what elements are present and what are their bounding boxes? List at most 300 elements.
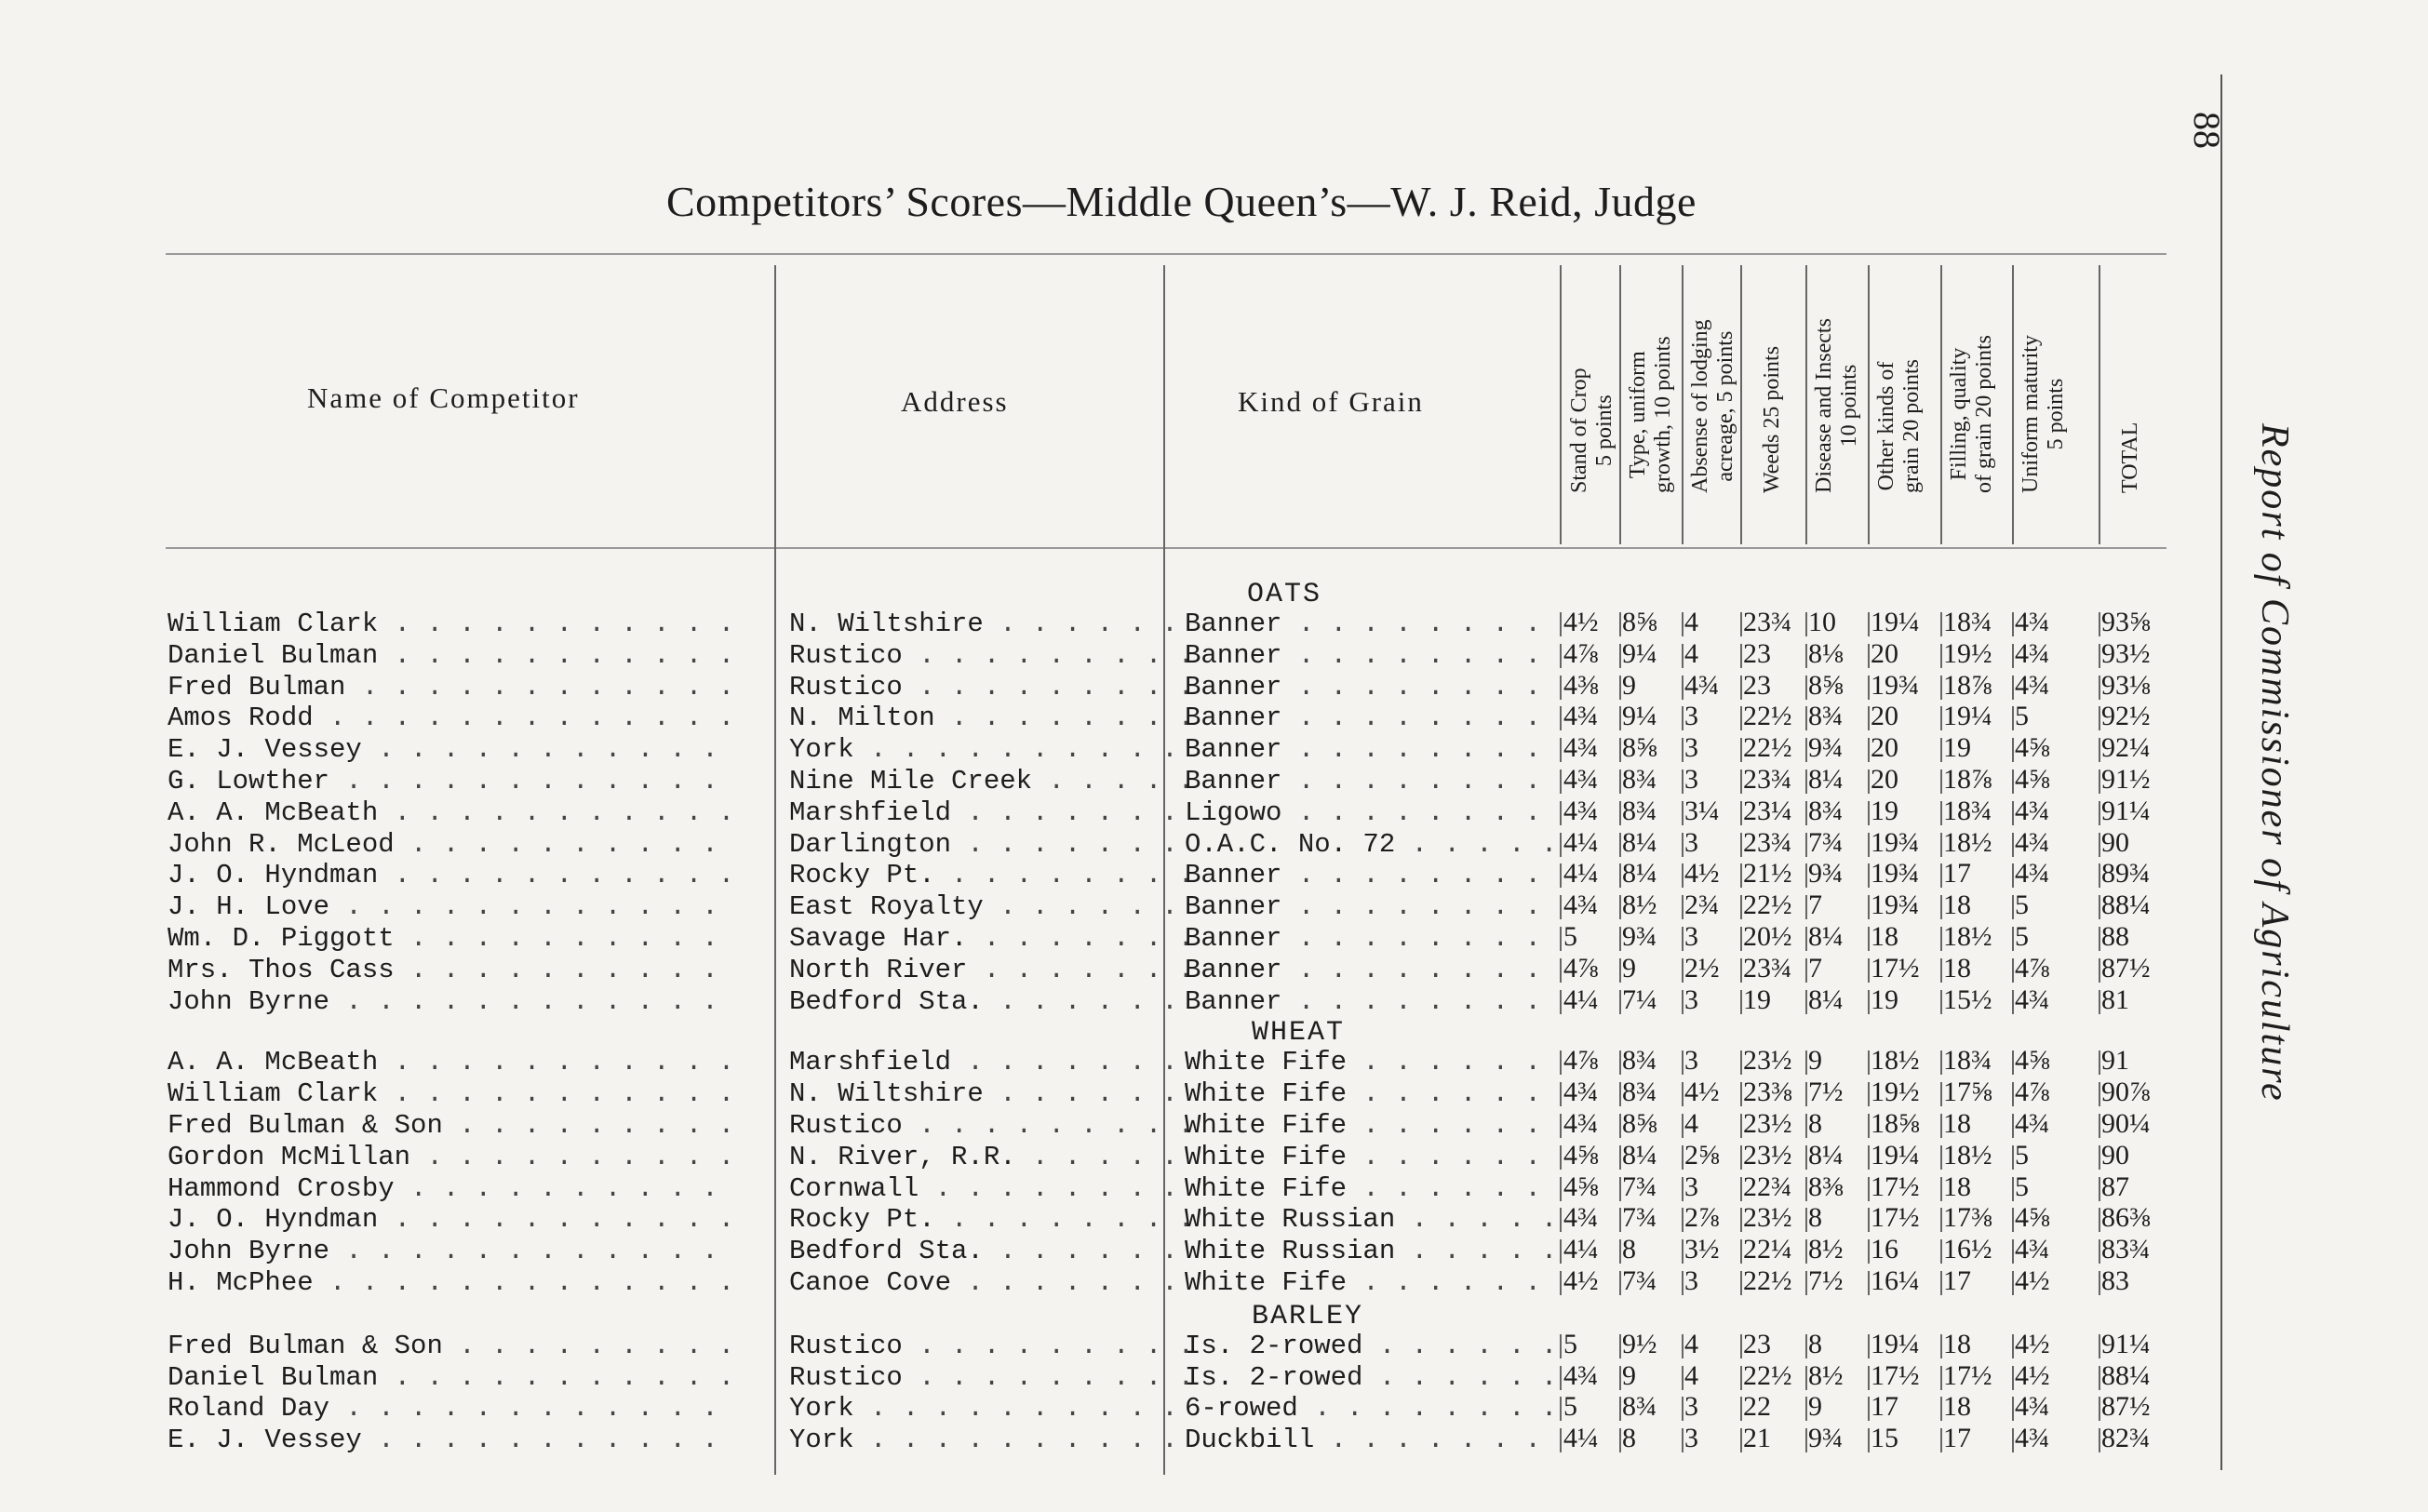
- cell-divider: [1682, 1428, 1684, 1452]
- grain-kind-cell: [1185, 1331, 1557, 1361]
- score-cell: 4¾: [2015, 1234, 2050, 1265]
- score-cell: 23¾: [1743, 764, 1792, 795]
- score-cell: 18⅞: [1943, 669, 1992, 701]
- dot-leader: . . . . . . . . . .: [394, 923, 735, 954]
- cell-divider: [1682, 644, 1684, 668]
- cell-divider: [1805, 1082, 1807, 1106]
- score-cell: 5: [2015, 1171, 2029, 1202]
- score-cell: 8: [1808, 1202, 1822, 1234]
- dot-leader: . . . . . .: [983, 985, 1195, 1017]
- competitor-name: Daniel Bulman: [168, 639, 379, 671]
- table-row: [0, 669, 2233, 703]
- dot-leader: . . . . . . . . . .: [853, 734, 1195, 766]
- score-cell: 4¼: [1563, 826, 1599, 858]
- competitor-name: E. J. Vessey: [168, 1425, 362, 1456]
- grain-kind-cell: [1185, 797, 1557, 828]
- competitor-address: Rustico: [789, 639, 903, 671]
- score-cell: 17½: [1871, 952, 1920, 983]
- score-cell: 3½: [1684, 1234, 1720, 1265]
- competitor-name-cell: [168, 766, 772, 796]
- score-cell: 19½: [1871, 1077, 1920, 1108]
- grain-kind-cell: [1185, 829, 1557, 860]
- score-cell: 23¼: [1743, 795, 1792, 826]
- competitor-name-cell: [168, 955, 772, 985]
- score-cell: 22½: [1743, 701, 1792, 732]
- total-score: 90: [2101, 1139, 2129, 1171]
- dot-leader: . . . . . . . .: [1281, 985, 1558, 1017]
- competitor-address: Rustico: [789, 671, 903, 702]
- competitor-address-cell: [789, 639, 1195, 671]
- competitor-name: Hammond Crosby: [168, 1172, 395, 1204]
- competitor-name: Fred Bulman & Son: [168, 1330, 443, 1361]
- grain-kind-cell: [1185, 860, 1557, 890]
- cell-divider: [1560, 706, 1562, 730]
- score-cell: 22½: [1743, 1265, 1792, 1296]
- dot-leader: . . . . . .: [1347, 1267, 1558, 1298]
- score-cell: 4⅝: [1563, 1139, 1599, 1171]
- competitor-address-cell: [789, 1425, 1195, 1456]
- score-cell: 9: [1808, 1391, 1822, 1423]
- cell-divider: [1740, 1239, 1742, 1264]
- score-column-header: [1688, 319, 1738, 493]
- grain-kind: White Fife: [1185, 1141, 1348, 1172]
- cell-divider: [2012, 612, 2014, 636]
- competitor-address: Cornwall: [789, 1172, 919, 1204]
- dot-leader: . . . . . . . . . . . . .: [313, 702, 735, 734]
- score-cell: 8¾: [1622, 1391, 1657, 1423]
- total-score: 93⅝: [2101, 607, 2151, 637]
- competitor-name-cell: [168, 1425, 772, 1455]
- score-cell: 4¾: [2015, 1391, 2050, 1423]
- dot-leader: . . . . . .: [1347, 1110, 1558, 1141]
- score-cell: 4¾: [2015, 637, 2050, 669]
- competitor-address: Rustico: [789, 1361, 903, 1393]
- score-header-divider: [1619, 265, 1621, 544]
- score-cell: 8½: [1622, 890, 1657, 921]
- cell-divider: [2099, 644, 2100, 668]
- cell-divider: [2012, 1050, 2014, 1075]
- score-cell: 4½: [2015, 1265, 2050, 1296]
- cell-divider: [1560, 676, 1562, 700]
- score-header-line: Other kinds of: [1874, 361, 1898, 491]
- cell-divider: [1619, 1177, 1621, 1201]
- score-cell: 8¼: [1622, 826, 1657, 858]
- cell-divider: [1619, 676, 1621, 700]
- dot-leader: . . . . . . .: [951, 796, 1195, 828]
- total-score: 88¼: [2101, 1359, 2151, 1391]
- competitor-name-cell: [168, 986, 772, 1017]
- score-cell: 19¾: [1871, 890, 1920, 921]
- competitor-address-cell: [789, 860, 1195, 891]
- score-cell: 7¾: [1808, 826, 1844, 858]
- cell-divider: [2012, 1177, 2014, 1201]
- competitor-address-cell: [789, 1361, 1195, 1393]
- score-cell: 4¾: [2015, 795, 2050, 826]
- table-row: [0, 1393, 2233, 1425]
- cell-divider: [2012, 644, 2014, 668]
- grain-kind: Banner: [1185, 891, 1282, 923]
- grain-kind-cell: [1185, 1393, 1557, 1424]
- cell-divider: [1560, 1428, 1562, 1452]
- score-cell: 17: [1943, 1265, 1971, 1296]
- competitor-address: North River: [789, 954, 968, 985]
- score-cell: 16: [1871, 1234, 1898, 1265]
- cell-divider: [2099, 676, 2100, 700]
- score-cell: 23½: [1743, 1139, 1792, 1171]
- score-cell: 18⅞: [1943, 764, 1992, 795]
- score-cell: 4¾: [1563, 1077, 1599, 1108]
- cell-divider: [2012, 1239, 2014, 1264]
- cell-divider: [1682, 1050, 1684, 1075]
- competitor-name-cell: [168, 1393, 772, 1424]
- competitor-address-cell: [789, 609, 1195, 639]
- header-top-rule: [166, 253, 2166, 255]
- grain-kind: Banner: [1185, 671, 1282, 702]
- section-label: OATS: [1247, 579, 1322, 610]
- dot-leader: . . . . . . . .: [1281, 954, 1558, 985]
- table-row: [0, 766, 2233, 797]
- score-header-divider: [1940, 265, 1942, 544]
- cell-divider: [1619, 1334, 1621, 1358]
- score-cell: 16¼: [1871, 1265, 1920, 1296]
- cell-divider: [1682, 738, 1684, 762]
- competitor-address-cell: [789, 702, 1195, 734]
- dot-leader: . . . . . . . .: [1281, 891, 1558, 923]
- score-header-line: 5 points: [1592, 395, 1616, 467]
- cell-divider: [2012, 1082, 2014, 1106]
- competitor-name-cell: [168, 1110, 772, 1141]
- dot-leader: . . . . . . . .: [1281, 734, 1558, 766]
- score-header-line: Disease and Insects: [1812, 318, 1836, 493]
- cell-divider: [1682, 895, 1684, 919]
- cell-divider: [1740, 1428, 1742, 1452]
- cell-divider: [1740, 801, 1742, 825]
- competitor-name: John R. McLeod: [168, 828, 395, 860]
- score-cell: 8¾: [1622, 764, 1657, 795]
- dot-leader: . . . . . . . .: [1281, 671, 1558, 702]
- score-cell: 5: [1563, 1328, 1577, 1359]
- cell-divider: [2099, 1050, 2100, 1075]
- dot-leader: . . . . . . . . . . . .: [329, 985, 735, 1017]
- score-cell: 7½: [1808, 1265, 1844, 1296]
- score-cell: 20½: [1743, 921, 1792, 952]
- cell-divider: [1940, 801, 1942, 825]
- cell-divider: [1560, 1177, 1562, 1201]
- dot-leader: . . . . . . . . . .: [394, 954, 735, 985]
- cell-divider: [1619, 1428, 1621, 1452]
- competitor-name: J. H. Love: [168, 891, 330, 923]
- total-score: 81: [2101, 983, 2129, 1015]
- competitor-address-cell: [789, 828, 1195, 860]
- dot-leader: . . . . . . . . .: [902, 1361, 1195, 1393]
- score-cell: 19: [1943, 732, 1971, 764]
- score-cell: 3: [1684, 983, 1698, 1015]
- score-cell: 5: [2015, 890, 2029, 921]
- cell-divider: [1560, 1397, 1562, 1421]
- competitor-name: Wm. D. Piggott: [168, 923, 395, 954]
- score-cell: 4⅝: [2015, 732, 2050, 764]
- competitor-address-cell: [789, 766, 1195, 796]
- score-cell: 4½: [2015, 1359, 2050, 1391]
- cell-divider: [2099, 612, 2100, 636]
- score-cell: 7¼: [1622, 983, 1657, 1015]
- cell-divider: [2012, 863, 2014, 888]
- score-cell: 23: [1743, 669, 1771, 701]
- cell-divider: [1682, 1177, 1684, 1201]
- cell-divider: [1940, 1145, 1942, 1170]
- cell-divider: [1805, 1177, 1807, 1201]
- competitor-address-cell: [789, 1141, 1195, 1172]
- cell-divider: [1682, 1239, 1684, 1264]
- score-cell: 18: [1943, 890, 1971, 921]
- score-column-header: [1947, 335, 1997, 493]
- competitor-name: G. Lowther: [168, 766, 330, 796]
- score-cell: 4½: [1563, 607, 1599, 637]
- score-header-divider: [1740, 265, 1742, 544]
- score-cell: 23½: [1743, 1045, 1792, 1077]
- competitor-address: N. River, R.R.: [789, 1141, 1016, 1172]
- cell-divider: [1940, 895, 1942, 919]
- score-cell: 4½: [2015, 1328, 2050, 1359]
- competitor-name-cell: [168, 1047, 772, 1077]
- grain-kind-cell: [1185, 702, 1557, 733]
- score-cell: 19: [1743, 983, 1771, 1015]
- cell-divider: [1682, 863, 1684, 888]
- grain-kind: White Russian: [1185, 1236, 1396, 1267]
- cell-divider: [2012, 738, 2014, 762]
- competitor-name: H. McPhee: [168, 1267, 314, 1298]
- score-cell: 17½: [1871, 1171, 1920, 1202]
- dot-leader: . . . . .: [1395, 828, 1558, 860]
- score-header-line: 10 points: [1837, 364, 1861, 448]
- score-cell: 15½: [1943, 983, 1992, 1015]
- competitor-name-cell: [168, 1267, 772, 1298]
- score-cell: 4: [1684, 1328, 1698, 1359]
- cell-divider: [1868, 1397, 1870, 1421]
- cell-divider: [2099, 863, 2100, 888]
- competitor-name-cell: [168, 609, 772, 639]
- score-header-divider: [1560, 265, 1562, 544]
- score-cell: 7: [1808, 890, 1822, 921]
- section-label: BARLEY: [1252, 1300, 1364, 1332]
- total-score: 90⅞: [2101, 1077, 2151, 1108]
- score-header-line: Stand of Crop: [1567, 368, 1591, 493]
- dot-leader: . . . . . .: [1347, 1047, 1558, 1078]
- cell-divider: [1740, 738, 1742, 762]
- competitor-name-cell: [168, 829, 772, 860]
- score-cell: 8⅜: [1808, 1171, 1844, 1202]
- competitor-address: York: [789, 1425, 854, 1456]
- score-cell: 7: [1808, 952, 1822, 983]
- score-cell: 22¾: [1743, 1171, 1792, 1202]
- score-cell: 16½: [1943, 1234, 1992, 1265]
- score-cell: 22½: [1743, 732, 1792, 764]
- running-title: Report of Commissioner of Agriculture: [2253, 423, 2296, 1103]
- competitor-address: Marshfield: [789, 1047, 952, 1078]
- dot-leader: . . . . . . . .: [1281, 639, 1558, 671]
- cell-divider: [1868, 1082, 1870, 1106]
- score-cell: 9¼: [1622, 637, 1657, 669]
- grain-kind-cell: [1185, 1425, 1557, 1455]
- cell-divider: [1682, 1114, 1684, 1138]
- competitor-address-cell: [789, 1047, 1195, 1078]
- cell-divider: [2012, 1208, 2014, 1232]
- score-cell: 18¾: [1943, 1045, 1992, 1077]
- score-cell: 4⅞: [1563, 952, 1599, 983]
- cell-divider: [1682, 1397, 1684, 1421]
- grain-kind-cell: [1185, 734, 1557, 765]
- cell-divider: [1619, 1239, 1621, 1264]
- cell-divider: [1682, 801, 1684, 825]
- cell-divider: [1940, 1397, 1942, 1421]
- competitor-name: William Clark: [168, 1078, 379, 1110]
- cell-divider: [1560, 833, 1562, 857]
- score-cell: 5: [2015, 701, 2029, 732]
- score-column-header: [1874, 359, 1925, 493]
- cell-divider: [1740, 833, 1742, 857]
- competitor-address-cell: [789, 923, 1195, 954]
- cell-divider: [2099, 706, 2100, 730]
- score-cell: 5: [2015, 1139, 2029, 1171]
- score-cell: 18: [1943, 1328, 1971, 1359]
- score-cell: 23¾: [1743, 952, 1792, 983]
- cell-divider: [1805, 1239, 1807, 1264]
- score-cell: 8¾: [1808, 795, 1844, 826]
- cell-divider: [1868, 1428, 1870, 1452]
- score-cell: 4¾: [1563, 701, 1599, 732]
- cell-divider: [2099, 833, 2100, 857]
- grain-kind-cell: [1185, 891, 1557, 922]
- score-cell: 23⅜: [1743, 1077, 1792, 1108]
- dot-leader: . . . . . . . . . . . .: [345, 671, 735, 702]
- cell-divider: [1560, 1082, 1562, 1106]
- total-score: 87: [2101, 1171, 2129, 1202]
- cell-divider: [1805, 644, 1807, 668]
- dot-leader: . . . . . . . . . .: [853, 1393, 1195, 1425]
- score-column-header: [1812, 318, 1862, 493]
- cell-divider: [1740, 1366, 1742, 1390]
- total-score: 90¼: [2101, 1108, 2151, 1139]
- dot-leader: . . . . . . . . . .: [394, 1172, 735, 1204]
- score-cell: 8⅛: [1808, 637, 1844, 669]
- dot-leader: . . . . . .: [1347, 1078, 1558, 1110]
- score-cell: 8⅝: [1808, 669, 1844, 701]
- grain-kind: Banner: [1185, 609, 1282, 639]
- score-cell: 18¾: [1943, 795, 1992, 826]
- cell-divider: [1868, 927, 1870, 951]
- cell-divider: [1740, 990, 1742, 1014]
- cell-divider: [1940, 1177, 1942, 1201]
- score-cell: 18: [1871, 921, 1898, 952]
- total-score: 86⅜: [2101, 1202, 2151, 1234]
- cell-divider: [1619, 1208, 1621, 1232]
- total-score: 91½: [2101, 764, 2151, 795]
- score-cell: 22½: [1743, 1359, 1792, 1391]
- score-cell: 4½: [1684, 1077, 1720, 1108]
- competitor-name-cell: [168, 1204, 772, 1235]
- cell-divider: [1940, 612, 1942, 636]
- cell-divider: [1805, 1397, 1807, 1421]
- cell-divider: [1619, 1050, 1621, 1075]
- score-cell: 18: [1943, 952, 1971, 983]
- grain-kind: Banner: [1185, 923, 1282, 954]
- cell-divider: [1682, 1082, 1684, 1106]
- score-cell: 8¾: [1622, 1045, 1657, 1077]
- competitor-name: Mrs. Thos Cass: [168, 954, 395, 985]
- cell-divider: [1619, 990, 1621, 1014]
- cell-divider: [2099, 1114, 2100, 1138]
- score-cell: 8¾: [1622, 1077, 1657, 1108]
- competitor-name-cell: [168, 923, 772, 954]
- dot-leader: . . . . . . . . . . .: [378, 1204, 735, 1236]
- score-cell: 8½: [1808, 1234, 1844, 1265]
- cell-divider: [1619, 738, 1621, 762]
- page-number: 88: [2186, 112, 2228, 149]
- cell-divider: [1868, 895, 1870, 919]
- score-cell: 7¾: [1622, 1202, 1657, 1234]
- competitor-name-cell: [168, 1142, 772, 1172]
- grain-kind-cell: [1185, 923, 1557, 954]
- cell-divider: [1560, 1334, 1562, 1358]
- score-cell: 22½: [1743, 890, 1792, 921]
- cell-divider: [1805, 676, 1807, 700]
- cell-divider: [2099, 1428, 2100, 1452]
- cell-divider: [1560, 1208, 1562, 1232]
- cell-divider: [2099, 738, 2100, 762]
- cell-divider: [2099, 801, 2100, 825]
- competitor-name-cell: [168, 702, 772, 733]
- competitor-address-cell: [789, 985, 1195, 1017]
- score-cell: 4¼: [1563, 1234, 1599, 1265]
- cell-divider: [1619, 1366, 1621, 1390]
- competitor-name-cell: [168, 734, 772, 765]
- cell-divider: [2099, 1271, 2100, 1295]
- score-cell: 3: [1684, 826, 1698, 858]
- cell-divider: [1682, 833, 1684, 857]
- cell-divider: [1805, 1114, 1807, 1138]
- dot-leader: . . . . . .: [983, 609, 1195, 639]
- score-cell: 9¾: [1808, 732, 1844, 764]
- competitor-address-cell: [789, 734, 1195, 766]
- score-cell: 8¾: [1808, 701, 1844, 732]
- table-row: [0, 860, 2233, 891]
- competitor-name: Fred Bulman: [168, 671, 346, 702]
- cell-divider: [1805, 801, 1807, 825]
- cell-divider: [1940, 644, 1942, 668]
- grain-kind: 6-rowed: [1185, 1393, 1298, 1425]
- dot-leader: . . . . . . . . .: [902, 671, 1195, 702]
- score-header-divider: [1805, 265, 1807, 544]
- cell-divider: [1868, 706, 1870, 730]
- score-cell: 4¾: [2015, 983, 2050, 1015]
- total-score: 91¼: [2101, 1328, 2151, 1359]
- cell-divider: [1740, 612, 1742, 636]
- cell-divider: [1740, 676, 1742, 700]
- cell-divider: [2012, 927, 2014, 951]
- score-cell: 4⅝: [1563, 1171, 1599, 1202]
- cell-divider: [1868, 801, 1870, 825]
- cell-divider: [2099, 1145, 2100, 1170]
- grain-kind-cell: [1185, 1362, 1557, 1393]
- table-row: [0, 1047, 2233, 1078]
- competitor-name-cell: [168, 1236, 772, 1266]
- cell-divider: [1619, 1082, 1621, 1106]
- cell-divider: [2012, 1145, 2014, 1170]
- cell-divider: [1805, 927, 1807, 951]
- cell-divider: [1940, 1208, 1942, 1232]
- cell-divider: [2012, 990, 2014, 1014]
- competitor-name: E. J. Vessey: [168, 734, 362, 766]
